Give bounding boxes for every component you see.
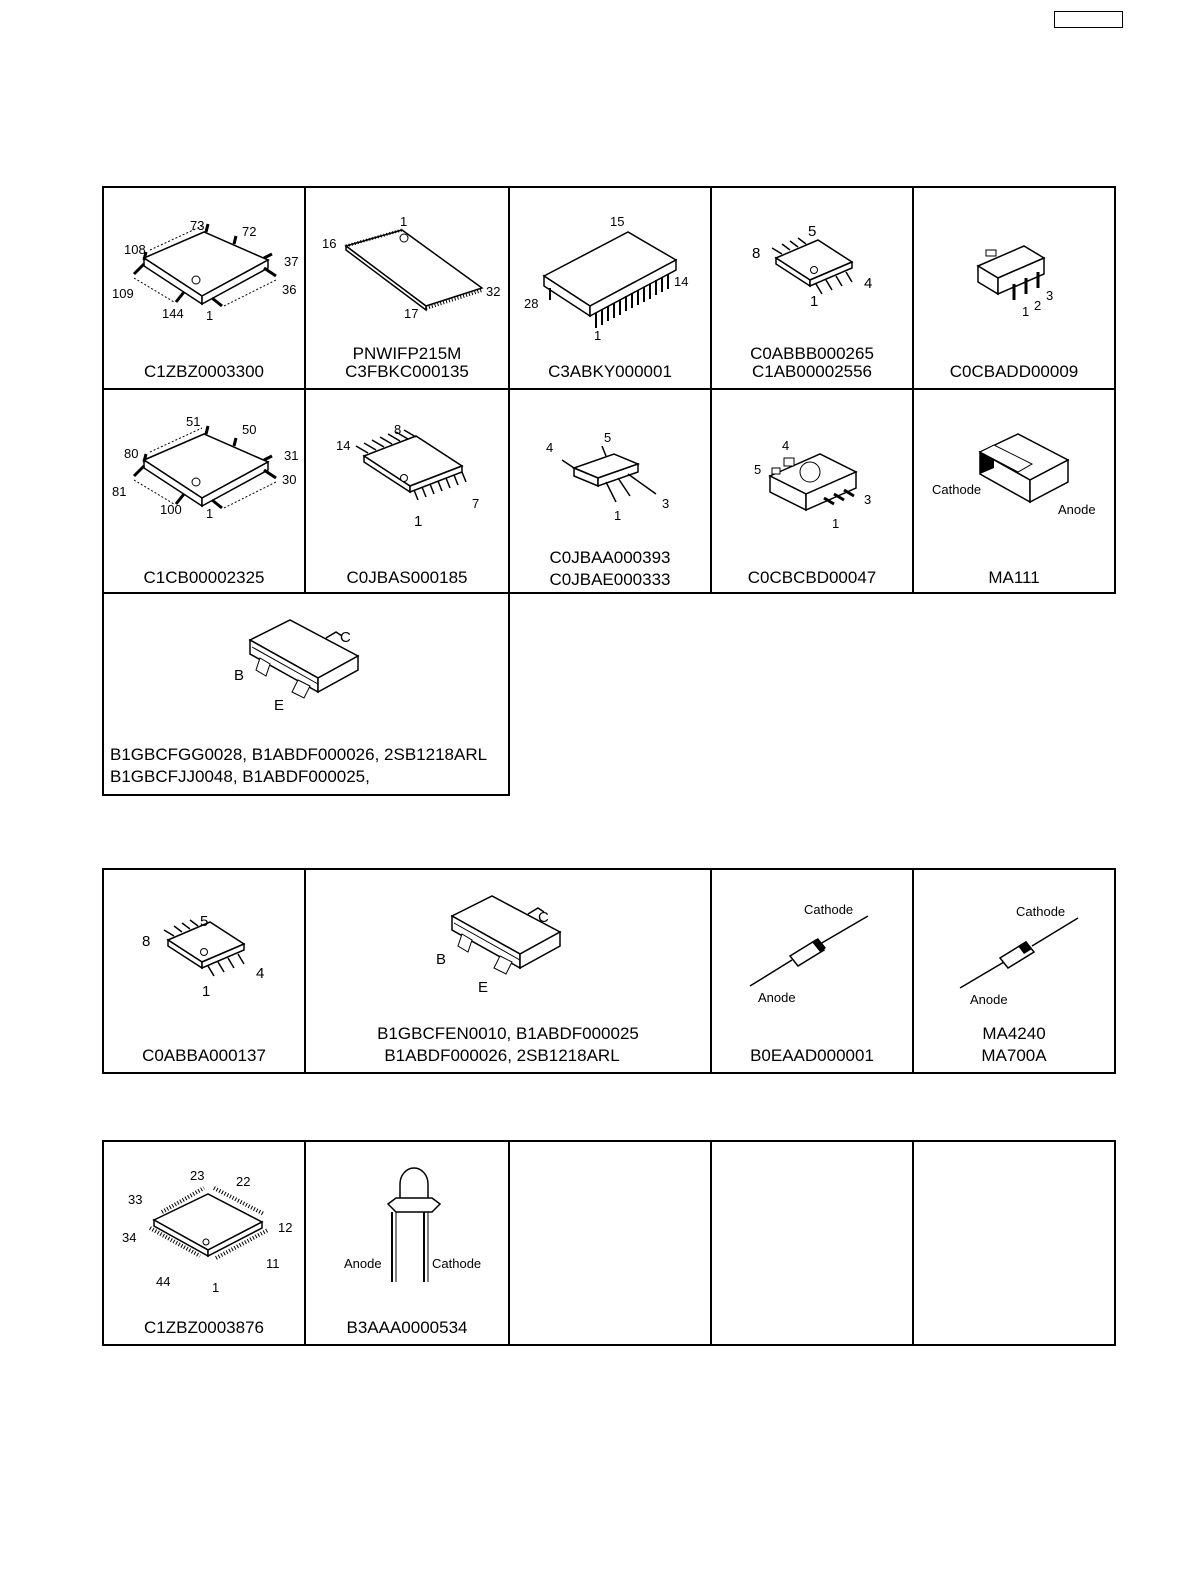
- cell-c1zbz0003300: [102, 186, 306, 390]
- pin-label: 1: [206, 308, 214, 323]
- pin-label: 80: [124, 446, 139, 461]
- pin-label: C: [538, 909, 549, 926]
- empty-cell: [912, 1140, 1116, 1346]
- pin-label: 15: [610, 214, 625, 229]
- cell-b3aaa0000534: [304, 1140, 510, 1346]
- pin-label: 5: [200, 913, 209, 930]
- cell-c0jbas000185: [304, 388, 510, 594]
- part-number: MA4240: [982, 1024, 1046, 1043]
- pin-label: Anode: [1058, 502, 1096, 517]
- pin-label: 3: [662, 496, 670, 511]
- pin-label: C: [340, 629, 351, 646]
- sot-89-icon: [712, 390, 916, 596]
- part-number: C0JBAE000333: [549, 570, 671, 589]
- pin-label: 100: [160, 502, 182, 517]
- pin-label: 34: [122, 1230, 137, 1245]
- pin-label: 1: [1022, 304, 1030, 319]
- page-number-box: [1054, 11, 1123, 28]
- pin-label: 5: [604, 430, 612, 445]
- pin-label: 5: [808, 223, 817, 240]
- pin-label: 81: [112, 484, 127, 499]
- pin-label: 4: [782, 438, 790, 453]
- pin-label: 1: [400, 214, 408, 229]
- pin-label: 3: [1046, 288, 1054, 303]
- pin-label: 8: [142, 933, 151, 950]
- cell-b1gbcfen0010: [304, 868, 712, 1074]
- pin-label: 37: [284, 254, 299, 269]
- pin-label: 1: [206, 506, 214, 521]
- pin-label: Cathode: [432, 1256, 482, 1271]
- pin-label: 5: [754, 462, 762, 477]
- pin-label: 22: [236, 1174, 251, 1189]
- part-number: C3FBKC000135: [345, 362, 469, 381]
- part-number: MA700A: [981, 1046, 1047, 1065]
- pin-label: 73: [190, 218, 205, 233]
- pin-label: 14: [674, 274, 689, 289]
- empty-cell: [710, 1140, 914, 1346]
- part-number: C1ZBZ0003300: [143, 362, 265, 381]
- part-number: C0ABBB000265: [750, 344, 874, 363]
- pin-label: 23: [190, 1168, 205, 1183]
- cell-c1cb00002325: [102, 388, 306, 594]
- pin-label: 16: [322, 236, 337, 251]
- pin-label: 30: [282, 472, 297, 487]
- pin-label: 2: [1034, 298, 1042, 313]
- qfp-100-icon: [104, 390, 308, 596]
- cell-pnwifp215m: [304, 186, 510, 390]
- diode-chip-icon: [914, 390, 1118, 596]
- pin-label: 144: [162, 306, 184, 321]
- pin-label: 36: [282, 282, 297, 297]
- cell-c3abky000001: [508, 186, 712, 390]
- pin-label: 31: [284, 448, 299, 463]
- cell-b0eaad000001: [710, 868, 914, 1074]
- part-number: C0CBCBD00047: [747, 568, 877, 587]
- part-number: B1GBCFGG0028, B1ABDF000026, 2SB1218ARL: [110, 745, 488, 764]
- pin-label: 33: [128, 1192, 143, 1207]
- pin-label: Cathode: [804, 902, 854, 917]
- part-number: C0JBAA000393: [549, 548, 671, 567]
- cell-ma4240: [912, 868, 1116, 1074]
- cell-c0cbcbd00047: [710, 388, 914, 594]
- pin-label: 72: [242, 224, 257, 239]
- pin-label: 44: [156, 1274, 171, 1289]
- part-number: B3AAA0000534: [346, 1318, 468, 1337]
- pin-label: 8: [394, 422, 402, 437]
- part-number: C0ABBA000137: [142, 1046, 266, 1065]
- pin-label: B: [436, 951, 447, 968]
- pin-label: 14: [336, 438, 351, 453]
- part-number: C1AB00002556: [751, 362, 873, 381]
- cell-c0abbb000265: [710, 186, 914, 390]
- pin-label: E: [274, 697, 285, 714]
- cell-c1zbz0003876: [102, 1140, 306, 1346]
- part-number: C1CB00002325: [143, 568, 265, 587]
- pin-label: 4: [546, 440, 554, 455]
- part-number: B1GBCFEN0010, B1ABDF000025: [377, 1024, 639, 1043]
- pin-label: Anode: [344, 1256, 382, 1271]
- pin-label: 108: [124, 242, 146, 257]
- pin-label: 109: [112, 286, 134, 301]
- cell-c0cbadd00009: [912, 186, 1116, 390]
- part-number: C0CBADD00009: [949, 362, 1079, 381]
- cell-b1gbcfgg0028: [102, 592, 510, 796]
- pin-label: 32: [486, 284, 501, 299]
- part-number: C1ZBZ0003876: [143, 1318, 265, 1337]
- pin-label: 51: [186, 414, 201, 429]
- part-number: B1ABDF000026, 2SB1218ARL: [384, 1046, 620, 1065]
- cell-c0abba000137: [102, 868, 306, 1074]
- part-number: PNWIFP215M: [352, 344, 462, 363]
- part-number: B0EAAD000001: [750, 1046, 874, 1065]
- pin-label: 4: [864, 275, 873, 292]
- pin-label: Anode: [758, 990, 796, 1005]
- pin-label: Anode: [970, 992, 1008, 1007]
- pin-label: 1: [212, 1280, 220, 1295]
- empty-cell: [508, 1140, 712, 1346]
- pin-label: E: [478, 979, 489, 996]
- pin-label: 28: [524, 296, 539, 311]
- pin-label: 1: [614, 508, 622, 523]
- part-number: C3ABKY000001: [548, 362, 672, 381]
- part-number: MA111: [988, 568, 1040, 587]
- pin-label: 50: [242, 422, 257, 437]
- pin-label: 17: [404, 306, 419, 321]
- part-number: B1GBCFJJ0048, B1ABDF000025,: [110, 767, 370, 786]
- ssop-14-icon: [306, 390, 512, 596]
- cell-ma111: [912, 388, 1116, 594]
- pin-label: Cathode: [932, 482, 982, 497]
- pin-label: 1: [832, 516, 840, 531]
- pin-label: 1: [414, 513, 423, 530]
- pin-label: 7: [472, 496, 480, 511]
- pin-label: Cathode: [1016, 904, 1066, 919]
- pin-label: 4: [256, 965, 265, 982]
- part-number: C0JBAS000185: [346, 568, 468, 587]
- cell-c0jbaa000393: [508, 388, 712, 594]
- pin-label: 3: [864, 492, 872, 507]
- pin-label: 1: [810, 293, 819, 310]
- pin-label: 1: [202, 983, 211, 1000]
- pin-label: 8: [752, 245, 761, 262]
- pin-label: 11: [266, 1256, 280, 1271]
- pin-label: 1: [594, 328, 602, 343]
- pin-label: 12: [278, 1220, 293, 1235]
- pin-label: B: [234, 667, 245, 684]
